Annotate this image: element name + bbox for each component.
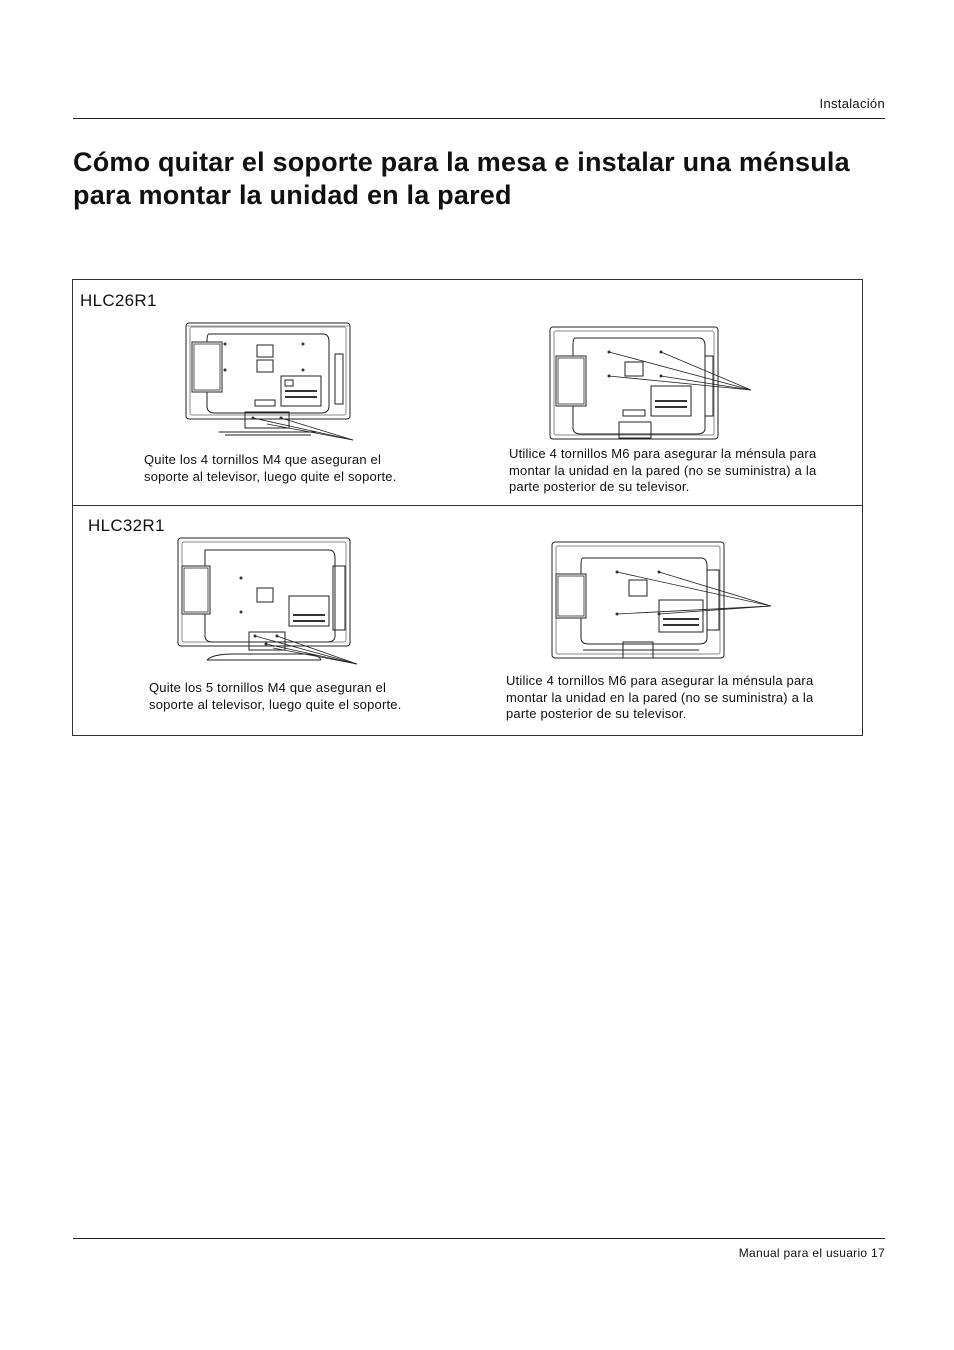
header-rule — [73, 118, 885, 119]
model-divider — [73, 505, 862, 506]
tv-back-stand-illustration — [177, 536, 361, 666]
mount-bracket-caption-hlc32r1: Utilice 4 tornillos M6 para asegurar la ménsula para montar la unidad en la pared (no se suministra) a la parte posterior de su televisor. — [506, 673, 814, 721]
remove-stand-caption-hlc26r1: Quite los 4 tornillos M4 que aseguran el soporte al televisor, luego quite el soporte. — [144, 452, 397, 484]
footer-rule — [73, 1238, 885, 1239]
tv-back-stand-illustration — [185, 320, 355, 442]
mount-bracket-caption-hlc26r1: Utilice 4 tornillos M6 para asegurar la ménsula para montar la unidad en la pared (no se suministra) a la parte posterior de su televisor. — [509, 446, 817, 494]
page-footer: Manual para el usuario 17 — [738, 1246, 885, 1260]
page-title: Cómo quitar el soporte para la mesa e instalar una ménsula para montar la unidad en la pared — [73, 147, 850, 210]
instruction-panel — [72, 279, 863, 736]
model-name-hlc32r1: HLC32R1 — [88, 516, 165, 535]
tv-back-mount-illustration — [551, 540, 777, 664]
remove-stand-caption-hlc32r1: Quite los 5 tornillos M4 que aseguran el soporte al televisor, luego quite el soporte. — [149, 680, 402, 712]
model-name-hlc26r1: HLC26R1 — [80, 291, 157, 310]
section-header: Instalación — [819, 96, 885, 111]
tv-back-mount-illustration — [549, 324, 755, 442]
